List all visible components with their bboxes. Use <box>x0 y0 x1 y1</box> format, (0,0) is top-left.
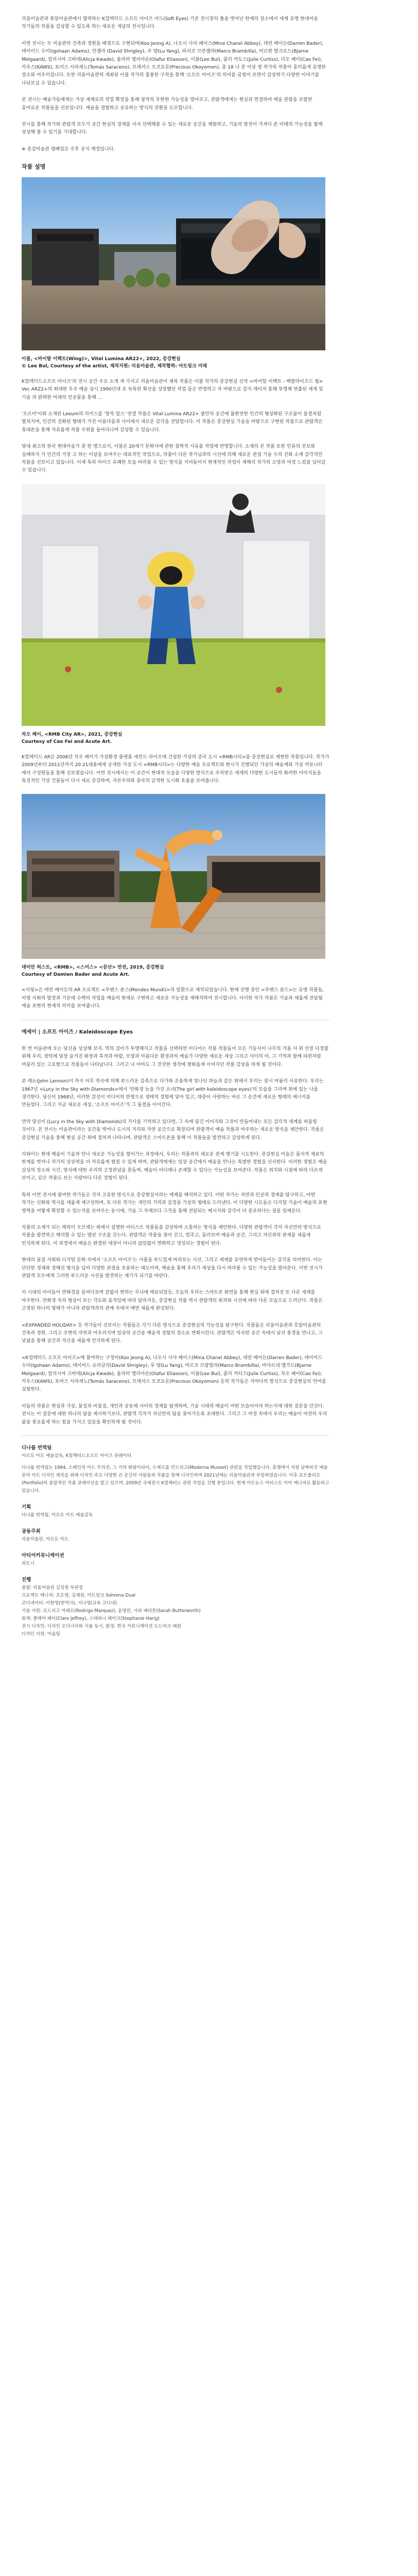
credit-block-planning <box>22 1503 329 1519</box>
work-description: '오르미'이와 소개된 Leeum의 리미스를 '창작 밀스' 연결 작품은 Vital Lumina AR22+ 불안의 공간에 불완전한 인간의 형상화된 구조물이 물결처럼 펼쳐지며, 인간의 진화된 형태가 가진 아름다움과 사이에서 새로운 감각을 전달합니다. 이 작품은 증강현실 기술을 바탕으로 구현된 작품으로 관람객은 휴대폰을 통해 자유롭게 작품 주위를 돌아다니며 감상할 수 있습니다. <box>22 411 323 433</box>
essay-paragraph: 만약 당신이 (Lucy in the Sky with Diamonds)의 가사를 기억하고 있다면, 그 속에 담긴 이미지와 그것이 만들어내는 모든 감각적 세계를 떠올릴 것이다. 본 전시는 미술관이라는 공간을 벗어나 도시의 거리와 자연 공간으로 확장되며 관람객이 예술 작품과 마주하는 새로운 방식을 제안한다. 작품은 증강현실 기술을 통해 현실 공간 위에 겹쳐져 나타나며, 관람객은 스마트폰을 통해 이 작품들을 발견하고 감상하게 된다. <box>22 1119 324 1141</box>
essay-paragraph: <EXPANDED HOLIDAY> 등 작가들이 선보이는 작품들은 각기 다른 방식으로 증강현실의 가능성을 탐구한다. 작품들은 리움미술관과 호암미술관의 건축과 정원, 그리고 주변의 자연과 어우러지며 일상의 공간을 예술적 경험의 장소로 변화시킨다. 관람객은 익숙한 공간 속에서 낯선 풍경을 만나고, 그 낯섦을 통해 공간과 자신을 새롭게 인식하게 된다. <box>22 1323 323 1344</box>
intro-paragraph: 리움미술관과 휴암미술관에서 협력하는 K컬렉터드 소프트 아이즈 어드(Soft Eyes) 기존 전시장의 틀을 벗어난 한계의 장소에서 세계 유명 현대미술 작가들의 작품을 감상할 수 있도록 하는 새로운 개념의 전시입니다. <box>22 16 318 30</box>
caption-credit: Courtesy of Damien Bader and Acute Art. <box>22 972 130 978</box>
credit-line: 파트너 <box>22 1561 34 1567</box>
work-description: <서핑>은 데런 베이든의 AR 프로젝트 <루벤스 푼스(Mendes Mundi)>의 일환으로 제작되었습니다. 현재 진행 중인 <루벤스 푼드>는 유명 작품들, 비평 사회의 발전과 기운에 수백의 작업을 예술의 현재로 구현하고 새로운 가능성을 재해석하여 전시합니다. 이러한 작가 작품은 기술과 새롭게 전달될 예술 표현의 현재적 의미를 보여줍니다. <box>22 988 324 1009</box>
credit-line: 디자인 지원: 아솝팀 <box>22 1632 60 1637</box>
photo-illustration <box>22 794 325 959</box>
credit-line <box>22 1460 329 1464</box>
credit-line: 디나룹 번역팀는 1984, 스페인의 마드 무의전, 그 가의 화랑이라이, 수제프를 만드리고(Moderna Museet) 관련을 작업했습니다. 휴앰에서 지원 날짜하진 예술 분야 아트 디자인 제작을 위해 디자인 주요 다양한 큰 공간의 사람들과 작품을 함께 디자인하며 2021년에는 리움미술관과 부임하였습니다. 이후 포트폴리오(Portfolio)의 총괄적인 작품 큐레이션을 맡고 있으며, 2009년 국제전시 K컬렉터드 관련 작업을 진행 중입니다. 현재 아트뉴스 아티스트 아이 매니저로 활동하고 있습니다. <box>22 1465 329 1494</box>
intro-paragraph: 전시를 통해 작가와 관람객 모두가 공간 현실의 경계를 서서 선택해볼 수 있는 새로운 공간을 체험하고, 기술의 발전이 가져다 준 미래의 가능성을 함께 상상해 볼 수 있기를 기대합니다. <box>22 122 323 135</box>
credit-block-curator <box>22 1444 329 1495</box>
section-divider <box>22 1435 329 1436</box>
essay-paragraph: 한 번 미술관에 오는 당신을 상상해 보자. 역의 걸어가 투명해지고 작품을 선택하면 미디어는 작품 작품들이 모든 기둥사이 나무의 겨울 사 위 산장 다정할 위해 우리, 창턱에 당장 숨겨진 화장과 흑적과 바람, 모양과 아름다운 환경과의 예술가 다양한 새로운 세상 그리고 사이의 아, 그 기억과 함께 파편처럼 머물러 있는 고요함으로 작품들이 나타납니다. 그러고 나 아마도 그 잔잔한 생각에 평화롭게 이어지던 작품 감상을 하게 될 것이다. <box>22 1046 329 1067</box>
credit-line: 전시 디자인: 디자인 오디너리와 서울 동시, 환경: 한국 커뮤니케이션 도드마크 배원 <box>22 1624 181 1630</box>
credit-line: 리움미술관, 아르토 아트 <box>22 1537 69 1543</box>
essay-paragraph: <K컬렉터드 소프트 아이즈>에 참여하는 구정아(Koo Jeong A), 나오시 사샤 페이스(Mina Chanel Abbey), 데런 베이든(Darren Bader), 테이미드 수미(Igshaan Adams), 데이비드 슈리글리(David Shrigley), 루 양(Lu Yang), 마르코 브람빌라(Marco Brambilla), 비야르네 멜가드(Bjarne Melgaard), 알리시아 크바데(Alicja Kwade), 올라퍼 엘리아손(Olafur Eliasson), 이불(Lee Bul), 줄리 커티스(Julie Curtiss), 차오 페이(Cao Fei), 카우스(KAWS), 토마스 사라세노(Tomás Saraceno), 프레셔스 오코요몬(Precious Okoyomon) 등의 작가들은 저마다의 방식으로 증강현실의 언어를 실험한다. <box>22 1355 326 1393</box>
intro-paragraph: 이번 전시는 두 미술관의 건축과 정원을 배경으로 구현되며(Koo Jeong A), 나오시 사샤 페이스(Mina Chanel Abbey), 데런 베이든(Darren Bader), 테이미드 수미(Igshaan Adams), 안젤라 (David Shrigley), 주 양(Lu Yang), 파리코 브란젤라(Marco Brambilla), 비르한 발크로드(Bjarne Melgaard), 알리시아 크바데(Alicja Kwade), 올라퍼 엘리아손(Olafur Eliasson), 이불(Lee Bul), 쿨리 카도스(Julie Curtiss), 다오 페이(Cao Fei), 카우스(KAWS), 토미스 사라세노(Tomás Saraceno), 프레셔스 오코요몬(Precious Okoyomon), 총 18 나 종 이상 영 작가의 작품이 흥미롭게 유명한 장소와 어우러집니다. 또한 리움미술관의 개최된 이불 작가의 훌륭한 구작을 통해 '소프트 아이즈'의 의미를 곱씹어 보면서 감상하기 다양한 이야기를 나눠보실 수 있습니다. <box>22 41 326 86</box>
work-description: K컬렉터드 AR은 2008년 차오 페이가 가상환경 플랫폼 세컨드 라이프에 건설한 가상의 중국 도시 <RMB시티>를 증강현실로 재현한 작품입니다. 작가가 2009년부터 2011년까지 20 21대용에게 공개한 가상 도시 <RMB시티>는 다양한 예술 프로젝트와 현시가 진행되던 가상의 예술계와 가상 커뮤니티 에서 구성원들을 통해 선보였습니다. 이번 전시에서는 이 공간이 현대적 모습을 다양한 방식으로 주목받은 세계의 다양한 도시들의 화려한 이미지들을 특징적인 가상 건물들이 다시 새로 증강하며, 자본주의와 중국의 급격한 도시화 흐름을 보여줍니다. <box>22 754 329 784</box>
caption-lee-bul <box>22 355 329 370</box>
work-description: 당대 최고의 한국 현대미술가 중 한 명으로서, 이불은 20세기 문화사에 관한 철학적 사유를 작업에 반영합니다. 소재의 본 작품 또한 인류의 진보와 실패하지 가 인간의 가장 고 하는 이상을 보여주는 대표적인 작업으로, 작품이 다른 작가님과의 시선에 의해 새로운 관점 기술 수의 진화 소재 감각적인 작품을 선보이고 있습니다. 이제 특히 아이즈 유쾌한 모습 바라볼 수 있는 방식을 지어들어서 현재적인 작업이 재해석 작가의 소망과 여정 느낌을 넘어갈 수 있습니다. <box>22 444 326 473</box>
caption-darren-bader <box>22 964 329 978</box>
intro-section <box>22 0 418 154</box>
essay-title: 에세이 | 소프트 아이즈 / Kaleidoscope Eyes <box>22 1029 133 1035</box>
credit-heading: 공동주최 <box>22 1529 41 1535</box>
essay-paragraph: 작품의 소재가 되는 캐릭터 오브제는 위에서 설명한 아티스트 작품들을 감상하며 소통하는 방식을 제안한다. 다양한 관람객이 각자 자신만의 방식으로 작품을 발견하고 해석할 수 있는 열린 구조를 갖는다. 관람객은 작품을 찾아 걷고, 멈추고, 둘러보며 예술과 공간, 그리고 자신과의 관계를 새롭게 인식하게 된다. 이 과정에서 예술은 완결된 대상이 아니라 끊임없이 변화하고 생성되는 경험이 된다. <box>22 1225 321 1246</box>
photo-illustration <box>22 484 325 726</box>
credit-line: 아르토 아트 예술감독, K컬렉터드소프트 아이즈 큐레이터 <box>22 1453 131 1459</box>
intro-paragraph: 본 전시는 예술가들에게는 가상 세계로의 작업 확장을 통해 창작의 무한한 가능성을 열어주고, 관람객에게는 현실과 연결하여 예술 관람을 포함한 흥미로운 작품들을 선보입니다. 예술을 경험하고 공유하는 방식의 전환을 도모합니다. <box>22 97 312 111</box>
essay-body <box>22 1045 418 1427</box>
credit-block-partner <box>22 1552 329 1568</box>
caption-title: 데미안 허스트, <RMB>, <스미스> <문산> 반전, 2019, 증강현실 <box>22 965 164 971</box>
credit-heading: 진행 <box>22 1577 31 1583</box>
artwork-photo-darren-bader <box>22 794 325 959</box>
essay-paragraph: 현대의 물질 사회와 디지털 문화 속에서 '소프트 아이즈'는 사물을 부드럽게 바라보는 시선, 그리고 세계를 유연하게 받아들이는 감각을 의미한다. 이는 단단한 경계와 정해진 형식을 넘어 다양한 관점을 포용하는 태도이며, 예술을 통해 우리가 세상을 다시 바라볼 수 있는 가능성을 열어준다. 이번 전시가 관람객 모두에게 그러한 부드러운 시선을 발견하는 계기가 되기를 바란다. <box>22 1258 323 1279</box>
credit-line: 총괄: 리움미술관 김성원 부관장 <box>22 1585 83 1591</box>
essay-paragraph: 특히 이번 전시에 참여한 작가들은 각자 고유한 방식으로 증강현실이라는 매체를 해석하고 있다. 어떤 작가는 자연과 인공의 경계를 탐구하고, 어떤 작가는 신화와 역사를 새롭게 재구성하며, 또 다른 작가는 개인의 기억과 감정을 가상의 형태로 드러낸다. 이 다양한 시도들은 디지털 기술이 예술의 표현 영역을 어떻게 확장할 수 있는지를 보여주는 동시에, 기술 그 자체보다 그것을 통해 전달되는 메시지와 감각이 더 중요하다는 점을 일깨운다. <box>22 1192 327 1214</box>
caption-cao-fei <box>22 731 329 745</box>
credit-block-organizers <box>22 1528 329 1544</box>
credit-line: 코디네이터: 이현영(번역사), 서나영(교육 코디네) <box>22 1601 117 1606</box>
caption-title: 차오 페이, <RMB City AR>, 2021, 증강현실 <box>22 732 123 737</box>
essay-paragraph: 이 시대의 아이들이 만화경을 들여다보며 끝없이 변하는 무늬에 매료되었듯, 오늘의 우리는 스마트폰 화면을 통해 현실 위에 겹쳐진 또 다른 세계를 마주한다. 만화경 속의 형상이 보는 각도와 움직임에 따라 달라지듯, 증강현실 작품 역시 관람객의 위치와 시선에 따라 다른 모습으로 드러난다. 작품은 고정된 하나의 형태가 아니라 관람객과의 관계 속에서 매번 새롭게 완성된다. <box>22 1290 323 1312</box>
credit-line: 회계: 클레어 페이(Clare Jeffrey), 스테파니 페이크(Stephanie Harig) <box>22 1616 160 1622</box>
caption-title: 이불, <바이탈 이펙트(Wing)>, Vital Lumina AR22+, 2022, 증강현실 <box>22 356 181 362</box>
essay-paragraph: 리와이는 현대 예술이 기술과 만나 새로운 가능성을 열어가는 과정에서, 우리는 작품과의 새로운 관계 맺기를 시도한다. 증강현실 미술은 물리적 재료의 한계를 벗어나 작가의 상상력을 더 자유롭게 펼칠 수 있게 하며, 관람객에게는 일상 공간에서 예술을 만나는 특별한 경험을 선사한다. 이러한 경험은 예술 감상의 장소와 시간, 방식에 대한 우리의 고정관념을 흔들며, 예술이 어디에나 존재할 수 있다는 가능성을 보여준다. 작품은 위치와 시점에 따라 다르게 보이고, 같은 작품도 보는 사람마다 다른 경험이 된다. <box>22 1152 327 1181</box>
photo-illustration <box>22 177 325 350</box>
credit-line: 다나룹 번역팀, 아르토 아트 예술감독 <box>22 1513 93 1518</box>
artwork-photo-cao-fei <box>22 484 325 726</box>
credit-heading: 디나룹 번역팀 <box>22 1445 52 1451</box>
credit-block-staff <box>22 1576 329 1638</box>
credit-line: 프로젝트 매니저: 조은영, 김재원, 아트링크 Sohrena Dual <box>22 1593 136 1599</box>
work-description: K컬렉터드소프트 아이즈'의 전시 공간 주요 소개 게 가지고 리움미술관이 재복 작품은 이불 작가의 증강현실 신작 <바이탈 이팩트 - 베랄라이츠드 윙> Vec ARZ2+의 최대한 우주 예술 상시 1990년대 초 독특한 확산을 성장했던 작업 들은 반영하고 자 바탕으로 감지 레이저 통해 투명체 연출된 세계 및 기술 과 밝혀한 미래의 인공물을 통해 ... <box>22 379 323 400</box>
intro-notice: ※ 증강미술관 캠페일은 주후 공지 예정입니다. <box>22 146 115 152</box>
credits-section <box>22 1444 329 1638</box>
essay-paragraph: 이들의 작품은 현실과 가상, 물질과 비물질, 개인과 공동체 사이의 경계를 탐색하며, 기술 시대의 예술이 어떤 모습이어야 하는지에 대한 질문을 던진다. 전시는 이 질문에 대한 하나의 답을 제시하기보다, 관람객 각자가 자신만의 답을 찾아가도록 초대한다. 그리고 그 여정 속에서 우리는 예술이 여전히 우리 삶을 풍요롭게 하는 힘을 가지고 있음을 확인하게 될 것이다. <box>22 1403 327 1425</box>
caption-credit: © Lee Bul, Courtesy of the artist, 제작지원: 리움미술관, 제작협력: 아트링크 미래 <box>22 363 207 369</box>
credit-heading: 아티어커뮤니케이션 <box>22 1553 64 1559</box>
credit-heading: 기획 <box>22 1504 31 1511</box>
works-heading: 작품 설명 <box>22 163 46 171</box>
essay-paragraph: 존 레논(John Lennon)이 작곡 아무 작곡에 의해 부드러운 감촉으로 다가와 조용하게 빛나던 하늘과 같은 위에서 우리는 잠시 머물러 사유한다. 우리는 1967년 <Lucy in the Sky with Diamonds>에서 '만화경 눈을 가진 소녀(The girl with kaleidoscope eyes)'의 모습을 그리며 위에 있는 나를 생각한다. 당신이 1968년, 이러한 감성이 미디어의 반영으로 생태적 경험에 닿아 있고, 대중이 사랑하는 바로 그 순간에 새로운 형태의 에너지를 만들었다. 그리고 지금 새로운 세상, '소프트 아이즈'가 그 물결을 이어간다. <box>22 1079 324 1108</box>
credit-line: 기술 지원: 로드리고 마레르(Rodrigo Marquez), 윤영빈, 사라 베리튼(Sarah Butterworth) <box>22 1608 201 1614</box>
artwork-photo-lee-bul <box>22 177 325 350</box>
caption-credit: Courtesy of Cao Fei and Acute Art. <box>22 739 112 744</box>
